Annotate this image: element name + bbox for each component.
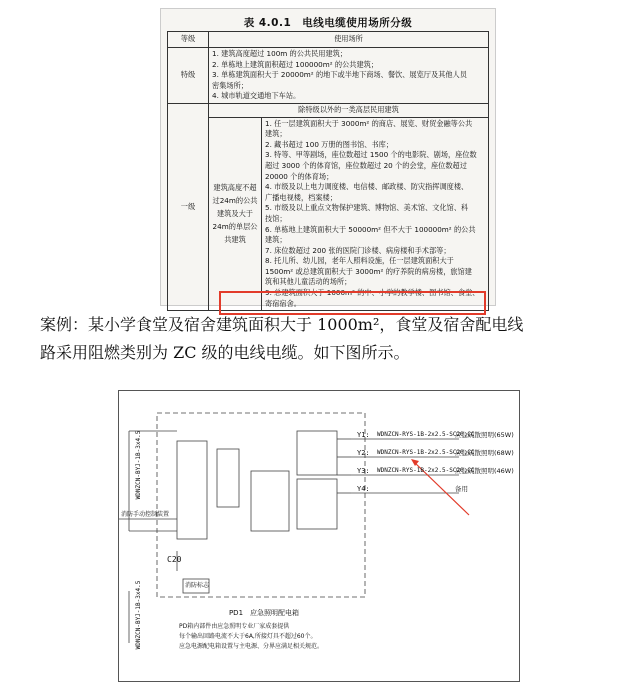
grade1-item: 7. 床位数超过 200 张的医院门诊楼、病房楼和手术部等； xyxy=(265,245,451,255)
control-module xyxy=(217,449,239,507)
circuit-y1-load: 应急疏散照明(65W) xyxy=(455,431,514,439)
breaker-label: C20 xyxy=(167,555,182,564)
header-place: 使用场所 xyxy=(209,32,489,48)
table-image xyxy=(160,8,496,306)
circuit-y2-cable: WDNZCN-RYS-1B-2x2.5-SC20,CC xyxy=(377,449,475,456)
special-items xyxy=(209,48,489,104)
inverter-module xyxy=(297,431,337,475)
grade1-item: 1. 任一层建筑面积大于 3000m² 的商店、展览、财贸金融等公共 xyxy=(265,118,473,128)
circuit-y3-cable: WDNZCN-RYS-1B-2x2.5-SC20,CC xyxy=(377,467,475,474)
grade1-item: 筑和其他儿童活动的场所； xyxy=(265,277,352,287)
grade1-level: 一级 xyxy=(168,103,209,310)
grade1-items xyxy=(262,117,489,311)
circuit-y1-id: Y1: xyxy=(357,431,370,439)
circuit-y4-id: Y4: xyxy=(357,485,370,493)
caption-line-2: 路采用阻燃类别为 ZC 级的电线电缆。如下图所示。 xyxy=(40,343,410,362)
grade1-item: 8. 托儿所、幼儿园，老年人照料设施，任一层建筑面积大于 xyxy=(265,256,454,266)
circuit-y3-id: Y3: xyxy=(357,467,370,475)
grade1-item: 1500m² 或总建筑面积大于 3000m² 的疗养院的病房楼，旅馆建 xyxy=(265,266,472,276)
fire-label: 消防标志 xyxy=(185,582,210,589)
diagram-note-3: 应急电源配电箱设置与主电源、分界应满足相关规范。 xyxy=(179,643,324,650)
grade1-item: 6. 单栋地上建筑面积大于 50000m² 但不大于 100000m² 的公共 xyxy=(265,224,476,234)
circuit-y2-load: 应急疏散照明(68W) xyxy=(455,449,514,457)
grade1-subcategory: 建筑高度不超过24m的公共建筑及大于24m的单层公共建筑 xyxy=(209,117,262,311)
special-item: 密集场所； xyxy=(212,80,248,90)
header-level: 等级 xyxy=(168,32,209,48)
grade1-item: 超过 3000 个的体育馆，座位数超过 20 个的会堂，座位数超过 xyxy=(265,160,467,170)
box-label: PD1 应急照明配电箱 xyxy=(228,609,300,617)
diagram-note-2: 每个输出回路电流不大于6A,所接灯具不超过60个。 xyxy=(179,633,317,640)
grade1-item: 建筑； xyxy=(265,235,287,245)
main-switch-module xyxy=(177,441,207,539)
table-title: 表 4.0.1 电线电缆使用场所分级 xyxy=(243,17,413,29)
special-item: 1. 建筑高度超过 100m 的公共民用建筑； xyxy=(212,49,348,58)
grade1-item: 寄宿宿舍。 xyxy=(265,298,301,308)
incoming-cable-label: WDNZCN-BYJ-1B-3x4.5 xyxy=(135,430,142,500)
circuit-y2-id: Y2: xyxy=(357,449,370,457)
fire-signal-label: 消防手动控制装置 xyxy=(121,511,170,518)
special-item: 3. 单栋建筑面积大于 20000m² 的地下或半地下商场、餐饮、展览厅及其他人员 xyxy=(212,70,467,80)
battery-module xyxy=(251,471,289,531)
grade1-item: 2. 藏书超过 100 万册的图书馆、书库； xyxy=(265,139,394,149)
circuit-y4-load: 备用 xyxy=(455,485,468,493)
grade1-item: 20000 个的体育场； xyxy=(265,171,334,181)
grade1-heading: 除特级以外的一类高层民用建筑 xyxy=(209,103,489,117)
grade1-item: 9. 总建筑面积大于 1000m² 的中、小学的教学楼、图书馆、食堂、 xyxy=(265,288,480,298)
grade1-item: 技馆； xyxy=(265,213,287,223)
grade1-item: 3. 特等、甲等剧场，座位数超过 1500 个的电影院、剧场，座位数 xyxy=(265,150,477,160)
special-item: 2. 单栋地上建筑面积超过 100000m² 的公共建筑； xyxy=(212,59,379,69)
grade1-item: 5. 市级及以上重点文物保护建筑、博物馆、美术馆、文化馆、科 xyxy=(265,203,469,213)
secondary-cable-label: WDNZCN-BYJ-1B-3x4.5 xyxy=(135,580,142,650)
diagram-note-1: PD箱内部件由应急照明专业厂家成套提供 xyxy=(179,623,290,630)
grade1-item: 4. 市级及以上电力调度楼、电信楼、邮政楼、防灾指挥调度楼、 xyxy=(265,182,469,192)
highlight-box xyxy=(219,291,486,315)
output-module xyxy=(297,479,337,529)
circuit-y1-cable: WDNZCN-RYS-1B-2x2.5-SC20,CC xyxy=(377,431,475,438)
wiring-diagram xyxy=(118,390,520,682)
special-level: 特级 xyxy=(168,48,209,104)
special-item: 4. 城市轨道交通地下车站。 xyxy=(212,91,301,101)
caption-line-1: 案例：某小学食堂及宿舍建筑面积大于 1000m²，食堂及宿舍配电线 xyxy=(40,315,524,334)
grade1-item: 广播电视楼，档案楼； xyxy=(265,192,337,202)
classification-table xyxy=(167,31,489,311)
circuit-y3-load: 应急疏散照明(46W) xyxy=(455,467,514,475)
grade1-item: 建筑； xyxy=(265,129,287,139)
